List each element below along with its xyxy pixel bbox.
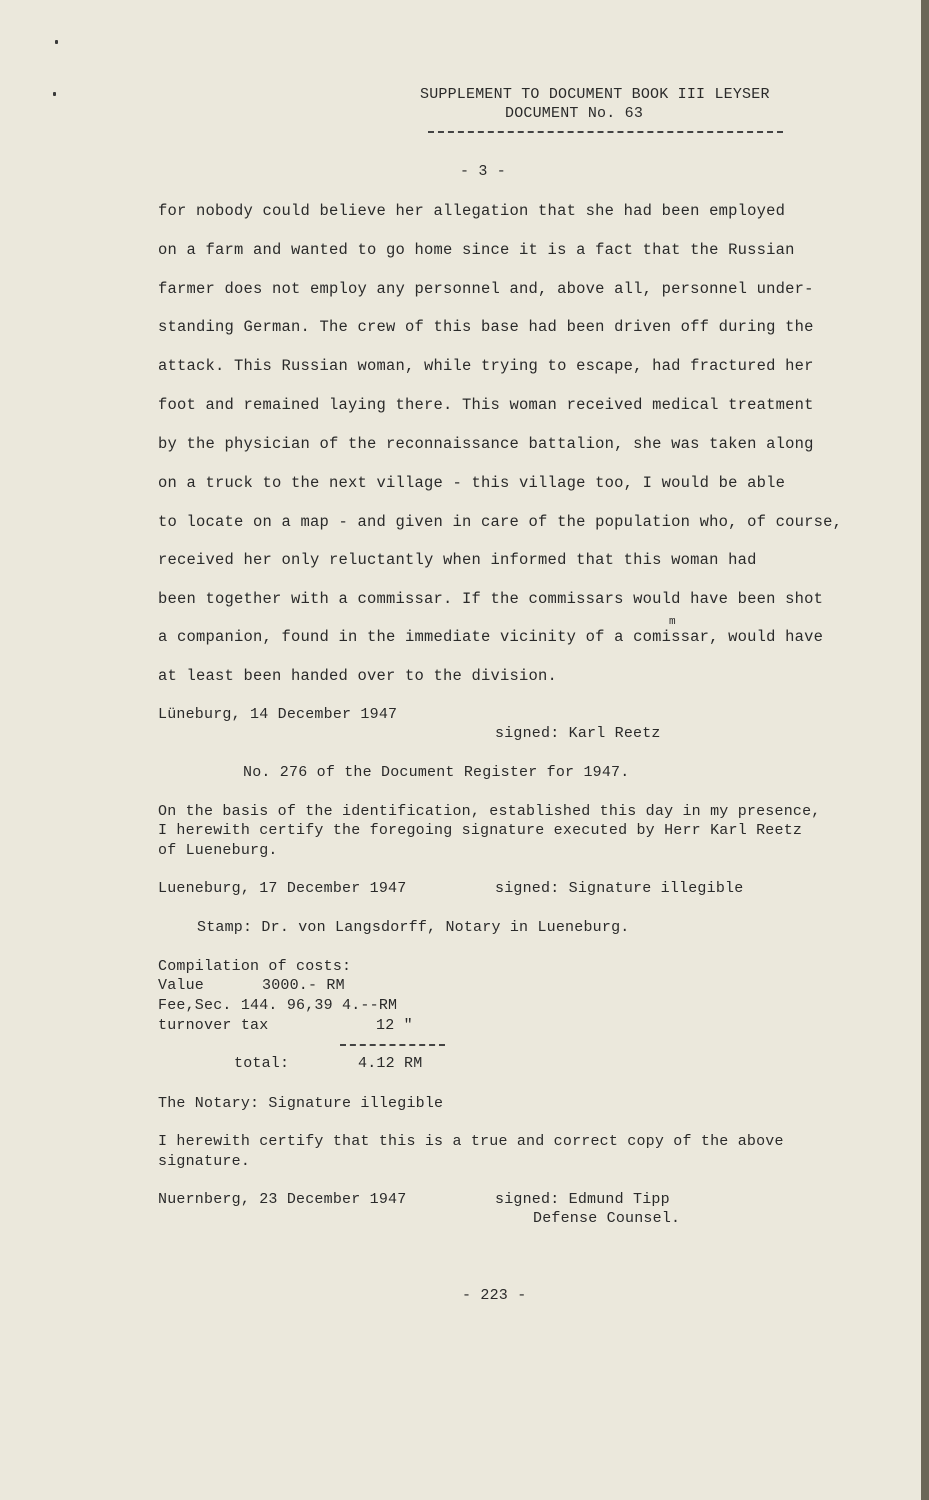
header-document-number: DOCUMENT No. 63 xyxy=(505,105,644,122)
cost-total-label: total: xyxy=(234,1055,290,1072)
page-edge xyxy=(921,0,929,1500)
certify-line: I herewith certify the foregoing signature executed by Herr Karl Reetz xyxy=(158,822,803,839)
header-divider xyxy=(428,131,783,133)
body-line: foot and remained laying there. This woman received medical treatment xyxy=(158,396,814,414)
copy-cert-line: signature. xyxy=(158,1153,251,1170)
header-title: SUPPLEMENT TO DOCUMENT BOOK III LEYSER xyxy=(420,86,770,103)
body-line: by the physician of the reconnaissance battalion, she was taken along xyxy=(158,435,814,453)
copy-cert-line: I herewith certify that this is a true and correct copy of the above xyxy=(158,1133,784,1150)
costs-title: Compilation of costs: xyxy=(158,958,352,975)
body-line: standing German. The crew of this base had been driven off during the xyxy=(158,318,814,336)
body-line: farmer does not employ any personnel and, above all, personnel under- xyxy=(158,280,814,298)
stamp-note: Stamp: Dr. von Langsdorff, Notary in Lueneburg. xyxy=(197,919,630,936)
page-number: - 223 - xyxy=(462,1287,527,1304)
body-line: at least been handed over to the division. xyxy=(158,667,558,685)
signature-line: signed: Edmund Tipp xyxy=(495,1191,670,1208)
body-line: a companion, found in the immediate vicinity of a comissar, would have xyxy=(158,628,824,646)
cost-total-amount: 4.12 RM xyxy=(358,1055,423,1072)
punch-mark xyxy=(55,40,58,44)
body-line: received her only reluctantly when informed that this woman had xyxy=(158,551,757,569)
punch-mark xyxy=(53,92,56,96)
signature-title: Defense Counsel. xyxy=(533,1210,681,1227)
body-line: on a truck to the next village - this village too, I would be able xyxy=(158,474,786,492)
cost-fee-line: Fee,Sec. 144. 96,39 4.--RM xyxy=(158,997,398,1014)
cost-amount: 3000.- RM xyxy=(262,977,345,994)
body-line: to locate on a map - and given in care of the population who, of course, xyxy=(158,513,843,531)
certify-line: of Lueneburg. xyxy=(158,842,278,859)
notary-line: The Notary: Signature illegible xyxy=(158,1095,444,1112)
body-line: attack. This Russian woman, while trying to escape, had fractured her xyxy=(158,357,814,375)
handwritten-insertion: m xyxy=(669,616,676,628)
place-date: Lüneburg, 14 December 1947 xyxy=(158,706,398,723)
cost-amount: 12 " xyxy=(376,1017,413,1034)
register-note: No. 276 of the Document Register for 1947. xyxy=(243,764,630,781)
certify-line: On the basis of the identification, established this day in my presence, xyxy=(158,803,821,820)
place-date: Nuernberg, 23 December 1947 xyxy=(158,1191,407,1208)
costs-divider xyxy=(340,1044,445,1046)
body-line: on a farm and wanted to go home since it is a fact that the Russian xyxy=(158,241,795,259)
signature-line: signed: Karl Reetz xyxy=(495,725,661,742)
body-line: for nobody could believe her allegation that she had been employed xyxy=(158,202,786,220)
cost-label: Value xyxy=(158,977,205,994)
body-line: been together with a commissar. If the commissars would have been shot xyxy=(158,590,824,608)
place-date: Lueneburg, 17 December 1947 xyxy=(158,880,407,897)
page-marker: - 3 - xyxy=(460,163,507,180)
signature-line: signed: Signature illegible xyxy=(495,880,744,897)
cost-label: turnover tax xyxy=(158,1017,269,1034)
